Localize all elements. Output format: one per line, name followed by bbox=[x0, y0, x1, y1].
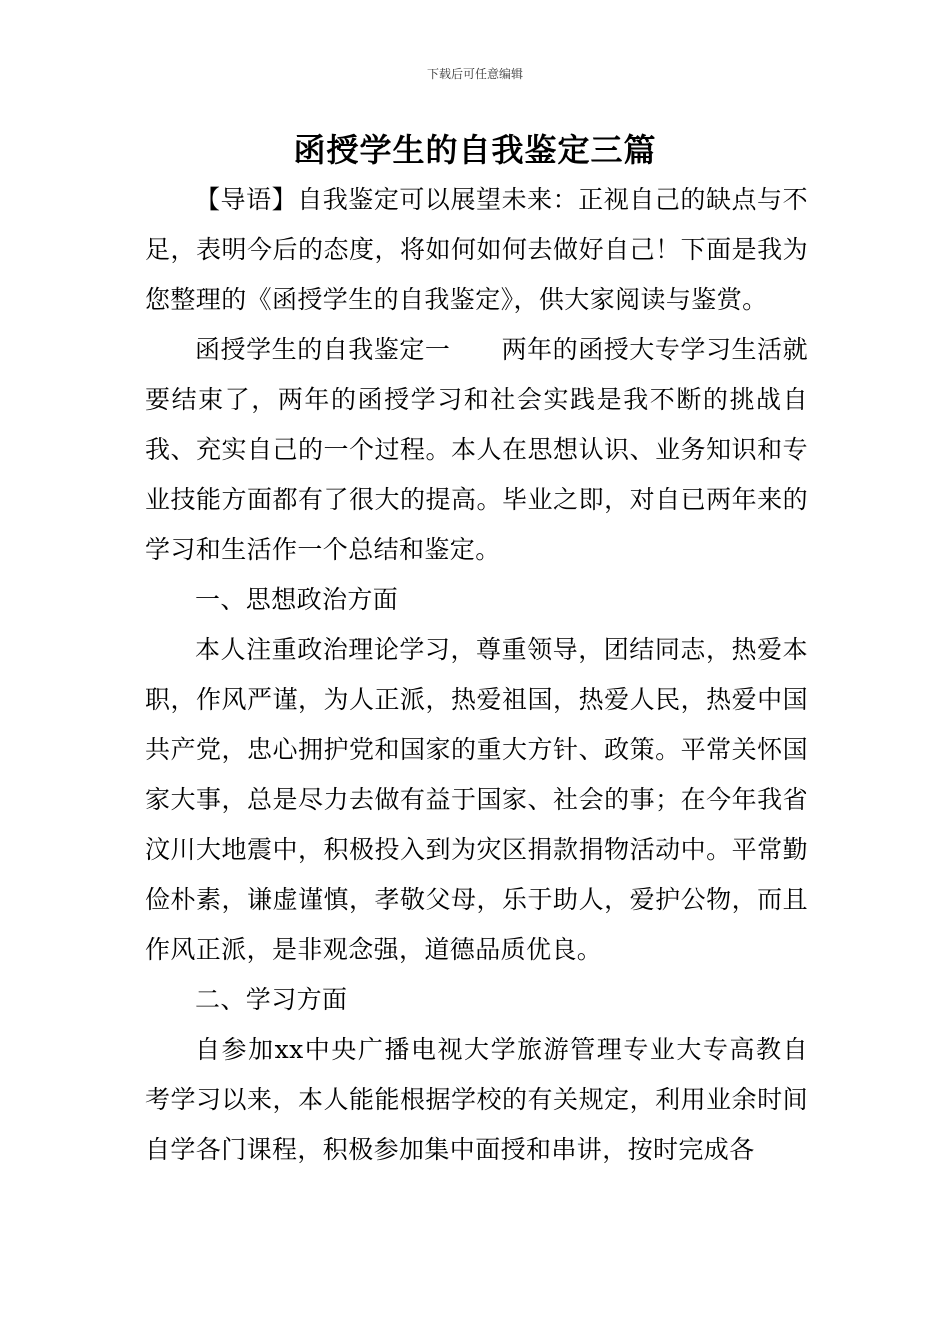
heading-study: 二、学习方面 bbox=[195, 985, 348, 1014]
document-body bbox=[145, 175, 808, 1175]
document-title: 函授学生的自我鉴定三篇 bbox=[293, 131, 657, 169]
heading-ideology: 一、思想政治方面 bbox=[195, 585, 399, 614]
paragraph-study: 自参加xx中央广播电视大学旅游管理专业大专高教自考学习以来，本人能能根据学校的有关规定，利用业余时间自学各门课程，积极参加集中面授和串讲，按时完成各 bbox=[145, 1035, 808, 1164]
paragraph-ideology: 本人注重政治理论学习，尊重领导，团结同志，热爱本职，作风严谨，为人正派，热爱祖国，热爱人民，热爱中国共产党，忠心拥护党和国家的重大方针、政策。平常关怀国家大事，总是尽力去做有益于国家、社会的事；在今年我省汶川大地震中，积极投入到为灾区捐款捐物活动中。平常勤俭朴素，谦虚谨慎，孝敬父母，乐于助人，爱护公物，而且作风正派，是非观念强，道德品质优良。 bbox=[145, 635, 808, 964]
paragraph-intro: 【导语】自我鉴定可以展望未来：正视自己的缺点与不足，表明今后的态度，将如何如何去做好自己！下面是我为您整理的《函授学生的自我鉴定》，供大家阅读与鉴赏。 bbox=[145, 185, 808, 314]
paragraph-section-one: 函授学生的自我鉴定一 两年的函授大专学习生活就要结束了，两年的函授学习和社会实践是我不断的挑战自我、充实自己的一个过程。本人在思想认识、业务知识和专业技能方面都有了很大的提高。毕业之即，对自已两年来的学习和生活作一个总结和鉴定。 bbox=[145, 335, 808, 564]
header-note: 下载后可任意编辑 bbox=[426, 67, 523, 81]
